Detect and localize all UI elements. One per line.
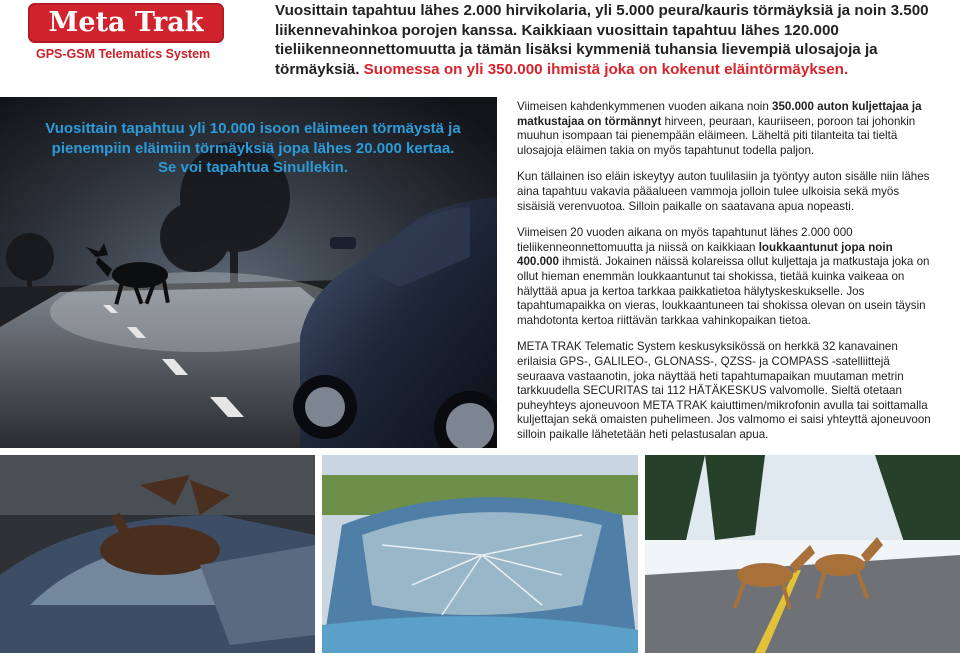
hero-line-2: pienempiin eläimiin törmäyksiä jopa lähes 20.000 kertaa. xyxy=(51,139,455,157)
paragraph-1 xyxy=(517,100,935,158)
paragraph-3 xyxy=(517,226,935,328)
deer-crossing-illustration xyxy=(645,455,960,653)
article-column xyxy=(517,100,935,454)
hero-caption xyxy=(18,119,488,178)
p3-text-a: Viimeisen 20 vuoden aikana on myös tapahtunut lähes 2.000 000 tieliikenneonnettomuutta ja niissä on kaikkiaan xyxy=(517,226,853,254)
p1-bold: 350.000 auton kuljettajaa ja matkustajaa on törmännyt xyxy=(517,100,922,128)
paragraph-4: META TRAK Telematic System keskusyksikössä on herkkä 32 kanavainen erilaisia GPS-, GALILEO-, GLONASS-, QZSS- ja COMPASS -satelliittejä seuraava vastaanotin, joka näyttää heti tapahtumapaikan muutaman metrin tarkkuudella SECURITAS tai 112 HÄTÄKESKUS valvomolle. Sieltä otetaan puheyhteys ajoneuvoon META TRAK kaiuttimen/mikrofonin avulla tai soittamalla kuljettajan sekä omaisten puhelimeen. Jos valmomo ei saisi yhteyttä ajoneuvoon silloin paikalle lähetetään heti pelastusalan apua. xyxy=(517,340,931,441)
photo-moose-windshield xyxy=(0,455,315,653)
paragraph-2: Kun tällainen iso eläin iskeytyy auton tuulilasiin ja työntyy auton sisälle niin lähes aina tapahtuu vakavia pääalueen vammoja jolloin tulee ulkoisia sekä myös sisäisiä verenvuotoa. Silloin paikalle on saatavana apua nopeasti. xyxy=(517,170,930,213)
intro-paragraph xyxy=(275,1,945,79)
photo-deer-crossing xyxy=(645,455,960,653)
photo-smashed-windshield xyxy=(322,455,638,653)
p1-text-c: hirveen, peuraan, kauriiseen, poroon tai johonkin muuhun isompaan tai pienempään eläimeen. Läheltä piti tilanteita tai tieltä ulosajoja eläimen takia on myös tapahtunut todella paljon. xyxy=(517,114,916,157)
p1-text-a: Viimeisen kahdenkymmenen vuoden aikana noin xyxy=(517,100,773,113)
p3-text-c: ihmistä. Jokainen näissä kolareissa ollut kuljettaja ja matkustaja joka on ollut hieman enemmän loukkaantunut tai shokissa, tietää kuinka vaikeaa on hälyttää apua ja kertoa tarkkaa paikkatietoa hälytyskeskukselle. Jos tapahtumapaikka on vieras, loukkaantuneen tai shokissa olevan on usein täysin mahdotonta kertoa riittävän tarkkaa vahinkopaikan tietoa. xyxy=(517,255,930,327)
intro-text: Vuosittain tapahtuu lähes 2.000 hirvikolaria, yli 5.000 peura/kauris törmäyksiä ja noin 3.500 liikennevahinkoa porojen kanssa. Kaikkiaan vuosittain tapahtuu lähes 120.000 tieliikenneonnettomuutta ja tämän lisäksi kymmeniä tuhansia lievempiä ulosajoja ja törmäyksiä. xyxy=(275,2,929,78)
hero-line-1: Vuosittain tapahtuu yli 10.000 isoon eläimeen törmäystä ja xyxy=(45,120,461,137)
logo-tagline: GPS-GSM Telematics System xyxy=(36,47,211,61)
logo-text: Meta Trak xyxy=(48,7,204,38)
hero-line-3: Se voi tapahtua Sinullekin. xyxy=(157,159,349,176)
p3-bold: loukkaantunut jopa noin 400.000 xyxy=(517,240,893,269)
windshield-crash-illustration xyxy=(322,455,638,653)
hero-image-moose-car xyxy=(0,97,497,448)
intro-highlight: Suomessa on yli 350.000 ihmistä joka on kokenut eläintörmäyksen. xyxy=(363,60,849,78)
meta-trak-logo xyxy=(28,3,224,43)
moose-crash-illustration xyxy=(0,455,315,653)
